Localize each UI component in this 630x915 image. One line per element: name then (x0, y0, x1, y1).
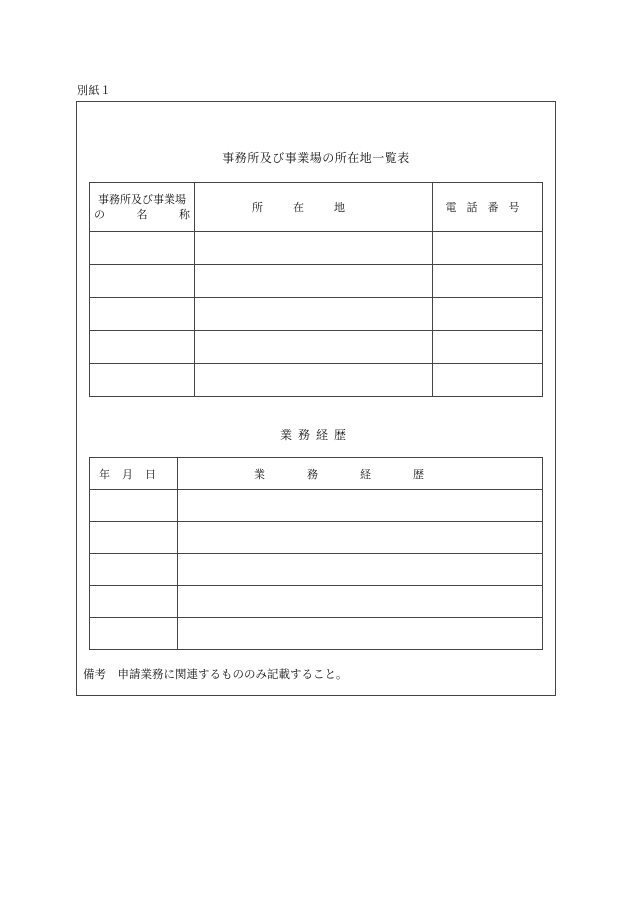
office-location-table (89, 182, 543, 397)
office-table-row (90, 232, 543, 265)
date-header: 年月日 (90, 458, 178, 490)
history-cell[interactable] (178, 618, 543, 650)
office-name-header-char: 称 (179, 208, 190, 221)
history-cell[interactable] (178, 522, 543, 554)
business-history-title: 業務経歴 (279, 428, 352, 442)
office-name-cell[interactable] (90, 364, 195, 397)
date-cell[interactable] (90, 586, 178, 618)
history-header: 業務経歴 (178, 458, 543, 490)
form-frame (76, 101, 556, 696)
history-table-row (90, 522, 543, 554)
office-name-cell[interactable] (90, 298, 195, 331)
annex-label: 別紙１ (77, 84, 112, 97)
date-cell[interactable] (90, 618, 178, 650)
office-name-header-line2 (90, 207, 194, 222)
phone-cell[interactable] (433, 331, 543, 364)
phone-header: 電話番号 (433, 183, 543, 232)
location-cell[interactable] (195, 364, 433, 397)
office-name-cell[interactable] (90, 265, 195, 298)
office-table-row (90, 331, 543, 364)
date-cell[interactable] (90, 522, 178, 554)
office-name-header-line1: 事務所及び事業場 (98, 193, 186, 206)
office-name-header-char: 名 (136, 208, 148, 221)
location-cell[interactable] (195, 232, 433, 265)
location-cell[interactable] (195, 331, 433, 364)
phone-cell[interactable] (433, 298, 543, 331)
date-cell[interactable] (90, 490, 178, 522)
history-cell[interactable] (178, 554, 543, 586)
office-list-title: 事務所及び事業場の所在地一覧表 (222, 151, 410, 165)
history-table-row (90, 618, 543, 650)
office-table-row (90, 364, 543, 397)
phone-cell[interactable] (433, 232, 543, 265)
office-table-row (90, 298, 543, 331)
office-name-cell[interactable] (90, 232, 195, 265)
office-table-header-row (90, 183, 543, 232)
location-header: 所在地 (195, 183, 433, 232)
location-cell[interactable] (195, 298, 433, 331)
office-name-header (90, 183, 195, 232)
history-cell[interactable] (178, 490, 543, 522)
office-name-header-char: の (94, 208, 105, 221)
history-table-header-row (90, 458, 543, 490)
phone-cell[interactable] (433, 364, 543, 397)
history-table-row (90, 490, 543, 522)
date-cell[interactable] (90, 554, 178, 586)
history-table-row (90, 586, 543, 618)
phone-cell[interactable] (433, 265, 543, 298)
history-cell[interactable] (178, 586, 543, 618)
remarks-note: 備考 申請業務に関連するもののみ記載すること。 (83, 667, 348, 681)
location-cell[interactable] (195, 265, 433, 298)
business-history-table (89, 457, 543, 650)
office-table-row (90, 265, 543, 298)
history-table-row (90, 554, 543, 586)
office-name-cell[interactable] (90, 331, 195, 364)
